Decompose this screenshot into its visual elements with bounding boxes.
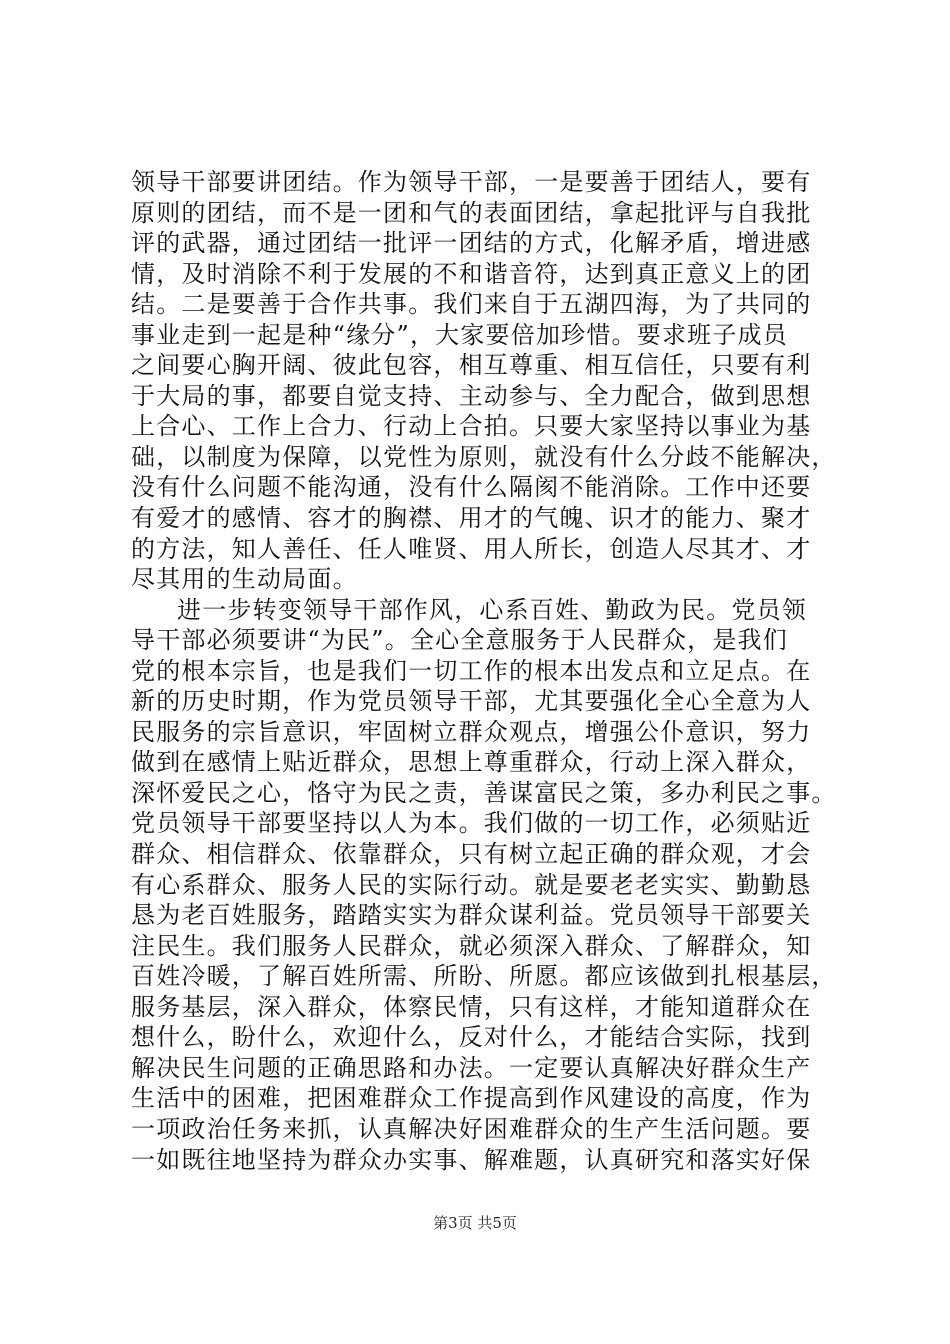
document-body (131, 167, 837, 1175)
text-line: 党的根本宗旨，也是我们一切工作的根本出发点和立足点。在 (131, 656, 812, 685)
text-line: 领导干部要讲团结。作为领导干部，一是要善于团结人，要有 (131, 168, 812, 196)
text-line: 评的武器，通过团结一批评一团结的方式，化解矛盾，增进感 (131, 229, 812, 258)
text-line: 生活中的困难，把困难群众工作提高到作风建设的高度，作为 (131, 1084, 812, 1113)
text-line: 的方法，知人善任、任人唯贤、用人所长，创造人尽其才、才 (131, 534, 812, 563)
text-line: 服务基层，深入群众，体察民情，只有这样，才能知道群众在 (131, 992, 812, 1021)
text-line: 没有什么问题不能沟通，没有什么隔阂不能消除。工作中还要 (131, 473, 812, 502)
text-line: 事业走到一起是种“缘分”，大家要倍加珍惜。要求班子成员 (131, 320, 788, 349)
text-line: 民服务的宗旨意识，牢固树立群众观点，增强公仆意识，努力 (131, 717, 812, 746)
page-footer: 第3页 共5页 (433, 1214, 517, 1232)
paragraph-start-line: 进一步转变领导干部作风，心系百姓、勤政为民。党员领 (177, 595, 807, 624)
text-line: 群众、相信群众、依靠群众，只有树立起正确的群众观，才会 (131, 840, 812, 869)
text-line: 结。二是要善于合作共事。我们来自于五湖四海，为了共同的 (131, 290, 812, 319)
text-line: 原则的团结，而不是一团和气的表面团结，拿起批评与自我批 (131, 198, 812, 227)
text-line: 上合心、工作上合力、行动上合拍。只要大家坚持以事业为基 (131, 412, 812, 441)
text-line: 解决民生问题的正确思路和办法。一定要认真解决好群众生产 (131, 1053, 812, 1082)
text-line: 想什么，盼什么，欢迎什么，反对什么，才能结合实际，找到 (131, 1023, 812, 1052)
text-line: 百姓冷暖，了解百姓所需、所盼、所愿。都应该做到扎根基层， (131, 962, 837, 991)
text-line: 一项政治任务来抓，认真解决好困难群众的生产生活问题。要 (131, 1114, 812, 1143)
text-line: 有心系群众、服务人民的实际行动。就是要老老实实、勤勤恳 (131, 870, 812, 899)
text-line: 恳为老百姓服务，踏踏实实为群众谋利益。党员领导干部要关 (131, 901, 812, 930)
text-line: 尽其用的生动局面。 (131, 565, 358, 594)
text-line: 于大局的事，都要自觉支持、主动参与、全力配合，做到思想 (131, 381, 812, 410)
text-line: 础，以制度为保障，以党性为原则，就没有什么分歧不能解决， (131, 442, 837, 471)
text-line: 之间要心胸开阔、彼此包容，相互尊重、相互信任，只要有利 (131, 351, 812, 380)
text-line: 注民生。我们服务人民群众，就必须深入群众、了解群众，知 (131, 931, 812, 960)
text-line: 党员领导干部要坚持以人为本。我们做的一切工作，必须贴近 (131, 809, 812, 838)
text-line: 有爱才的感情、容才的胸襟、用才的气魄、识才的能力、聚才 (131, 504, 812, 533)
text-line: 深怀爱民之心，恪守为民之责，善谋富民之策，多办利民之事。 (131, 778, 837, 807)
text-line: 新的历史时期，作为党员领导干部，尤其要强化全心全意为人 (131, 687, 812, 716)
text-line: 做到在感情上贴近群众，思想上尊重群众，行动上深入群众， (131, 748, 812, 777)
text-line: 一如既往地坚持为群众办实事、解难题，认真研究和落实好保 (131, 1145, 812, 1174)
text-line: 情，及时消除不利于发展的不和谐音符，达到真正意义上的团 (131, 259, 812, 288)
text-line: 导干部必须要讲“为民”。全心全意服务于人民群众，是我们 (131, 626, 788, 655)
